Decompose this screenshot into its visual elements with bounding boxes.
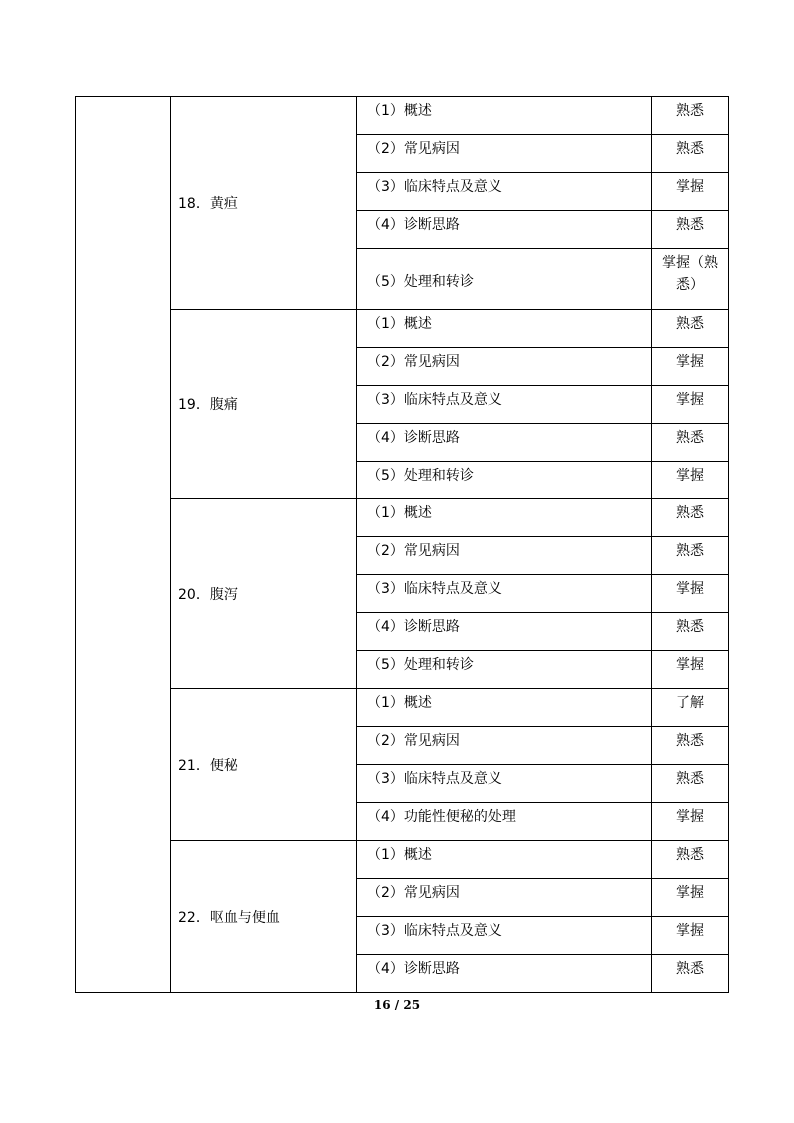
level-cell: 掌握	[652, 651, 729, 689]
topic-cell: （4）诊断思路	[357, 211, 652, 249]
level-cell: 熟悉	[652, 499, 729, 537]
section-title: 22．呕血与便血	[171, 841, 357, 993]
table-row	[76, 841, 729, 879]
table-row	[76, 310, 729, 348]
topic-cell: （3）临床特点及意义	[357, 173, 652, 211]
topic-cell: （1）概述	[357, 97, 652, 135]
topic-cell: （1）概述	[357, 310, 652, 348]
level-cell: 掌握	[652, 575, 729, 613]
page-number: 16 / 25	[373, 998, 421, 1012]
level-cell: 掌握（熟悉）	[652, 249, 729, 310]
syllabus-table	[75, 96, 729, 993]
section-title: 19．腹痛	[171, 310, 357, 499]
topic-cell: （4）诊断思路	[357, 424, 652, 462]
level-cell: 掌握	[652, 917, 729, 955]
topic-cell: （4）功能性便秘的处理	[357, 803, 652, 841]
topic-cell: （2）常见病因	[357, 348, 652, 386]
topic-cell: （1）概述	[357, 841, 652, 879]
level-cell: 熟悉	[652, 613, 729, 651]
topic-cell: （3）临床特点及意义	[357, 765, 652, 803]
topic-cell: （3）临床特点及意义	[357, 575, 652, 613]
category-cell	[76, 97, 171, 993]
level-cell: 掌握	[652, 386, 729, 424]
section-title: 20．腹泻	[171, 499, 357, 689]
topic-cell: （2）常见病因	[357, 879, 652, 917]
level-cell: 熟悉	[652, 97, 729, 135]
level-cell: 掌握	[652, 803, 729, 841]
level-cell: 熟悉	[652, 537, 729, 575]
topic-cell: （5）处理和转诊	[357, 651, 652, 689]
topic-cell: （1）概述	[357, 689, 652, 727]
level-cell: 掌握	[652, 462, 729, 499]
level-cell: 熟悉	[652, 135, 729, 173]
topic-cell: （4）诊断思路	[357, 613, 652, 651]
level-cell: 掌握	[652, 173, 729, 211]
level-cell: 熟悉	[652, 211, 729, 249]
topic-cell: （3）临床特点及意义	[357, 917, 652, 955]
level-cell: 了解	[652, 689, 729, 727]
table-row	[76, 499, 729, 537]
table-row	[76, 689, 729, 727]
topic-cell: （2）常见病因	[357, 135, 652, 173]
topic-cell: （1）概述	[357, 499, 652, 537]
topic-cell: （4）诊断思路	[357, 955, 652, 993]
topic-cell: （3）临床特点及意义	[357, 386, 652, 424]
level-cell: 掌握	[652, 879, 729, 917]
section-title: 21．便秘	[171, 689, 357, 841]
level-cell: 掌握	[652, 348, 729, 386]
level-cell: 熟悉	[652, 727, 729, 765]
topic-cell: （2）常见病因	[357, 537, 652, 575]
topic-cell: （5）处理和转诊	[357, 249, 652, 310]
level-cell: 熟悉	[652, 955, 729, 993]
topic-cell: （5）处理和转诊	[357, 462, 652, 499]
topic-cell: （2）常见病因	[357, 727, 652, 765]
table-row	[76, 97, 729, 135]
level-cell: 熟悉	[652, 765, 729, 803]
level-cell: 熟悉	[652, 424, 729, 462]
section-title: 18．黄疸	[171, 97, 357, 310]
level-cell: 熟悉	[652, 310, 729, 348]
level-cell: 熟悉	[652, 841, 729, 879]
